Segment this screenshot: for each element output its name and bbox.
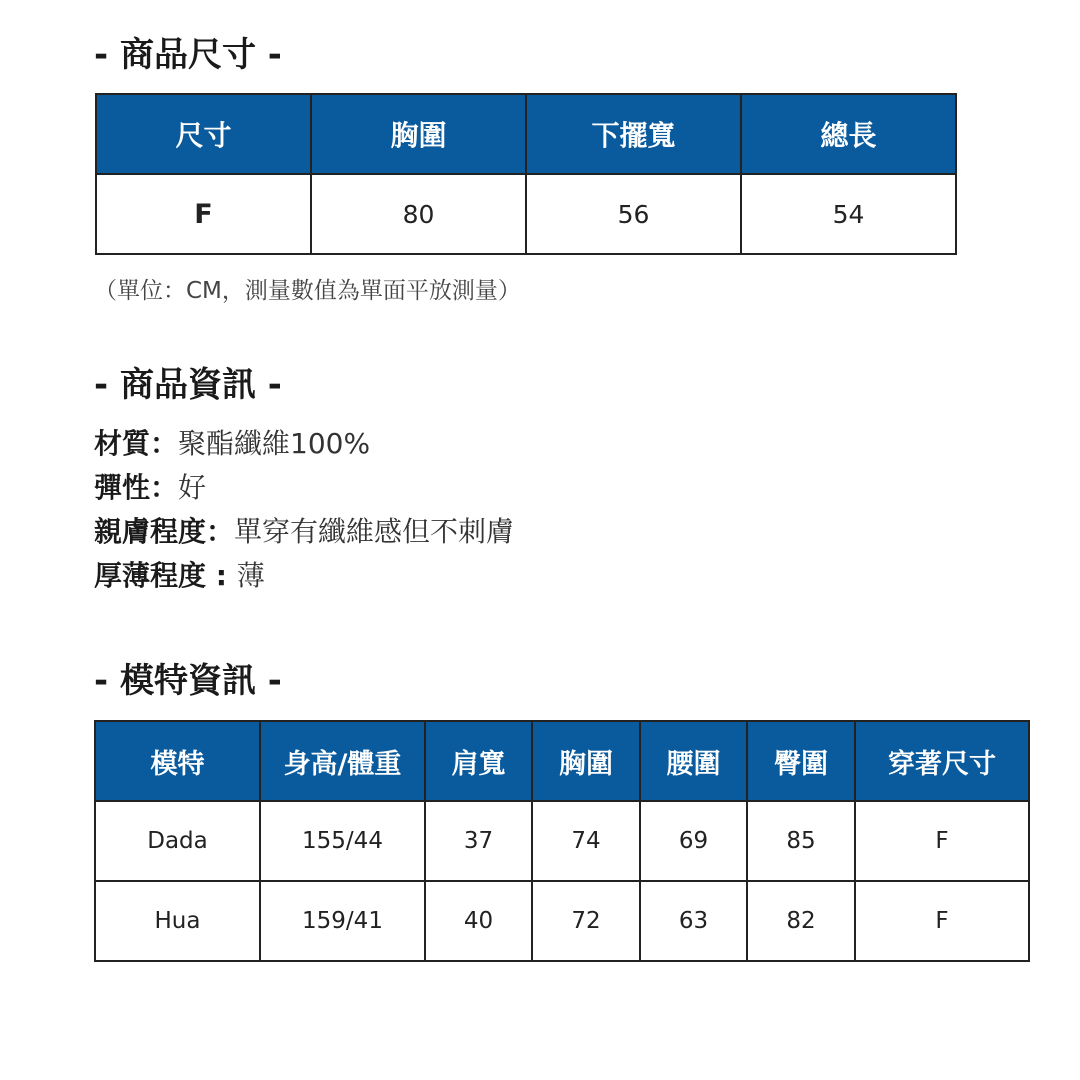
- list-item: [94, 470, 514, 514]
- size-cell-hem-width: 56: [526, 174, 741, 254]
- model-header-model: 模特: [95, 721, 260, 801]
- model-cell-shoulder: 40: [425, 881, 532, 961]
- model-cell-waist: 69: [640, 801, 747, 881]
- list-item: [94, 514, 514, 558]
- size-header-size: 尺寸: [96, 94, 311, 174]
- model-cell-hip: 82: [747, 881, 855, 961]
- info-key-material: 材質：: [94, 427, 179, 460]
- list-item: [94, 558, 514, 602]
- size-cell-length: 54: [741, 174, 956, 254]
- model-header-worn-size: 穿著尺寸: [855, 721, 1029, 801]
- model-cell-hip: 85: [747, 801, 855, 881]
- info-key-thickness: 厚薄程度 :: [94, 559, 237, 592]
- model-section-title: - 模特資訊 -: [94, 661, 282, 701]
- size-table: [95, 93, 957, 255]
- info-list: [94, 426, 514, 602]
- model-header-height-weight: 身高/體重: [260, 721, 425, 801]
- model-table-header-row: [95, 721, 1029, 801]
- info-key-elasticity: 彈性：: [94, 471, 179, 504]
- list-item: [94, 426, 514, 470]
- table-row: [95, 801, 1029, 881]
- model-cell-waist: 63: [640, 881, 747, 961]
- size-header-chest: 胸圍: [311, 94, 526, 174]
- model-cell-height-weight: 159/41: [260, 881, 425, 961]
- table-row: [96, 174, 956, 254]
- model-header-waist: 腰圍: [640, 721, 747, 801]
- model-cell-worn-size: F: [855, 881, 1029, 961]
- model-header-shoulder: 肩寬: [425, 721, 532, 801]
- size-cell-chest: 80: [311, 174, 526, 254]
- model-table: [94, 720, 1030, 962]
- model-cell-name: Hua: [95, 881, 260, 961]
- info-value-thickness: 薄: [236, 559, 265, 592]
- info-key-skin-feel: 親膚程度：: [94, 515, 235, 548]
- info-value-skin-feel: 單穿有纖維感但不刺膚: [234, 515, 515, 548]
- info-value-material: 聚酯纖維100%: [178, 427, 371, 460]
- model-cell-shoulder: 37: [425, 801, 532, 881]
- model-cell-chest: 74: [532, 801, 640, 881]
- size-table-header-row: [96, 94, 956, 174]
- size-header-hem-width: 下擺寬: [526, 94, 741, 174]
- model-cell-name: Dada: [95, 801, 260, 881]
- size-cell-size: F: [96, 174, 311, 254]
- model-cell-worn-size: F: [855, 801, 1029, 881]
- size-section-title: - 商品尺寸 -: [94, 35, 282, 75]
- info-section-title: - 商品資訊 -: [94, 365, 282, 405]
- model-header-hip: 臀圍: [747, 721, 855, 801]
- model-cell-chest: 72: [532, 881, 640, 961]
- model-cell-height-weight: 155/44: [260, 801, 425, 881]
- table-row: [95, 881, 1029, 961]
- measurement-note: （單位：CM，測量數值為單面平放測量）: [94, 278, 521, 304]
- model-header-chest: 胸圍: [532, 721, 640, 801]
- size-header-length: 總長: [741, 94, 956, 174]
- info-value-elasticity: 好: [178, 471, 207, 504]
